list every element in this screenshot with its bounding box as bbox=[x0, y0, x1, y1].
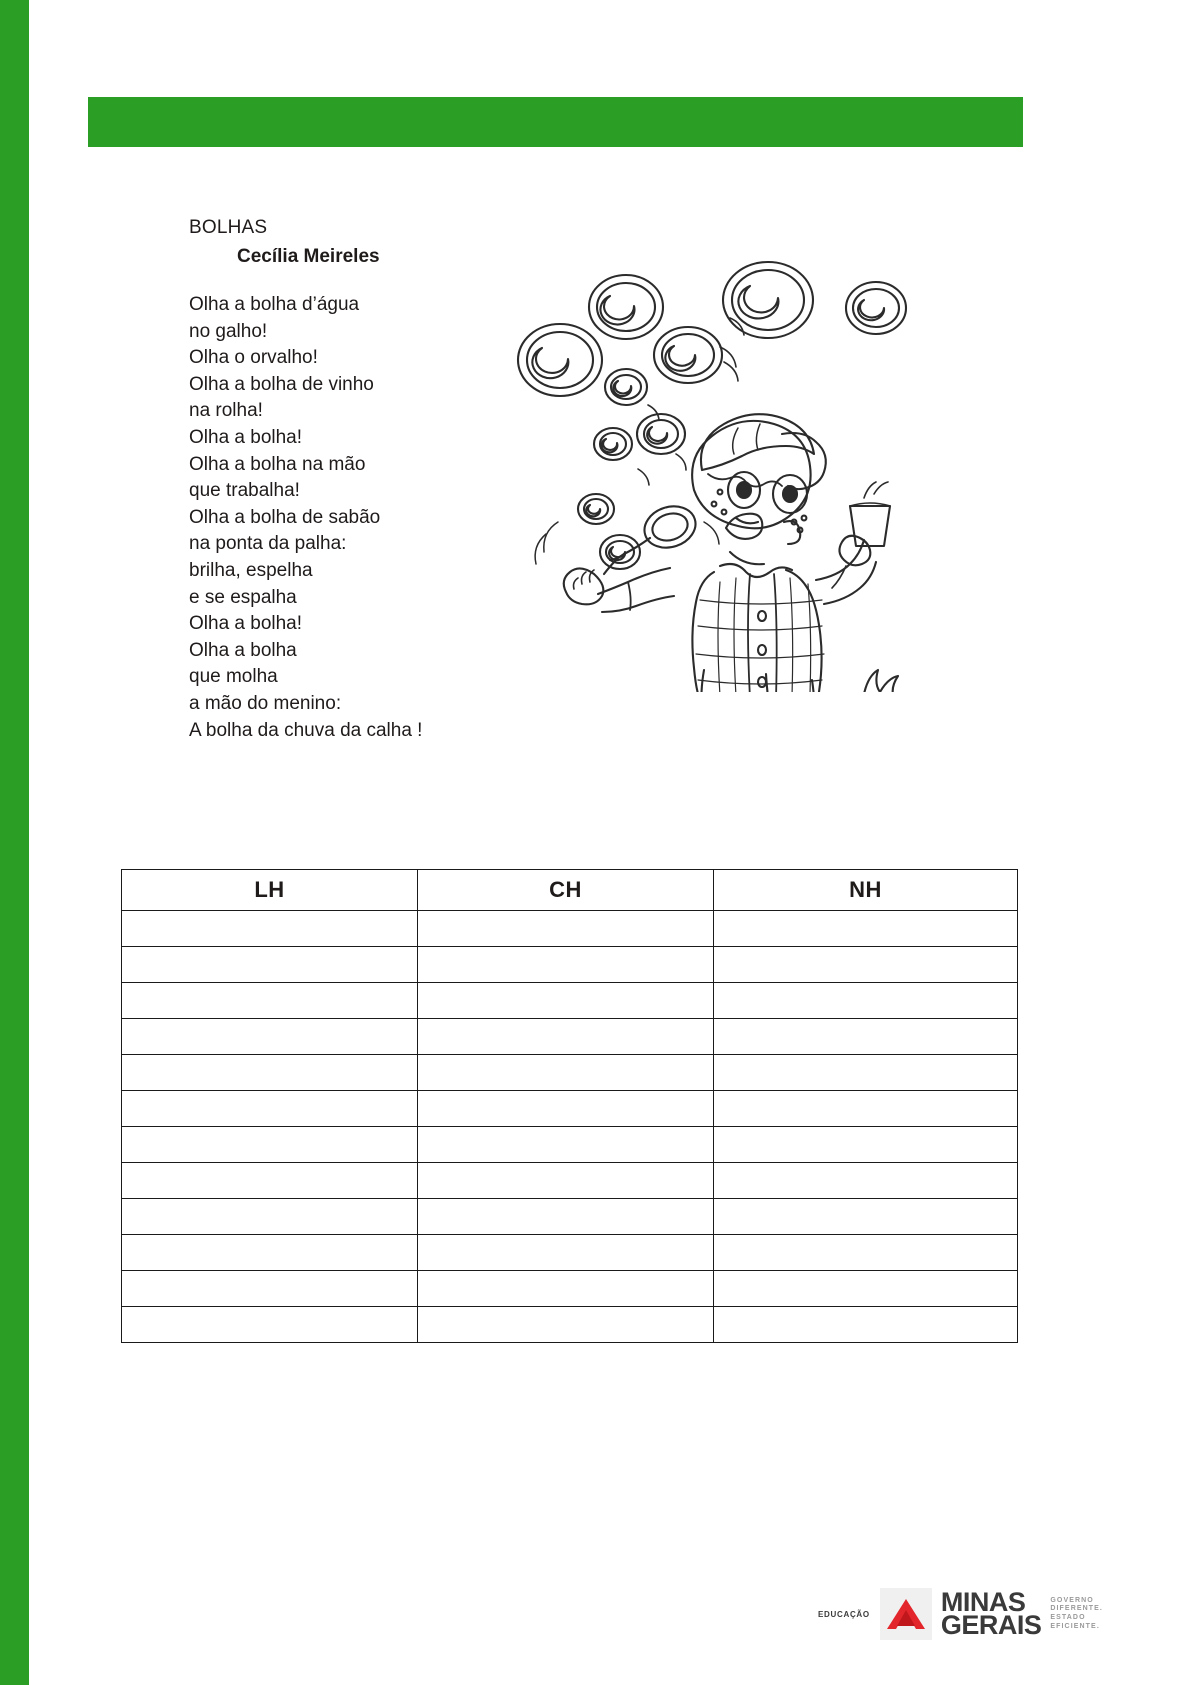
table-cell[interactable] bbox=[714, 1271, 1018, 1307]
table-cell[interactable] bbox=[714, 1199, 1018, 1235]
minas-gerais-triangle-icon bbox=[880, 1588, 932, 1640]
table-header-row bbox=[122, 870, 1018, 911]
poem-line: na ponta da palha: bbox=[189, 533, 347, 555]
table-cell[interactable] bbox=[714, 1091, 1018, 1127]
table-cell[interactable] bbox=[714, 1127, 1018, 1163]
table-cell[interactable] bbox=[122, 983, 418, 1019]
table-cell[interactable] bbox=[122, 1163, 418, 1199]
poem-title: BOLHAS bbox=[189, 217, 268, 238]
table-cell[interactable] bbox=[418, 1271, 714, 1307]
table-cell[interactable] bbox=[714, 1055, 1018, 1091]
poem-line: na rolha! bbox=[189, 400, 263, 422]
poem-author: Cecília Meireles bbox=[237, 246, 380, 267]
table-cell[interactable] bbox=[122, 1271, 418, 1307]
table-row bbox=[122, 1163, 1018, 1199]
poem-line: Olha a bolha na mão bbox=[189, 453, 366, 475]
bubble-boy-illustration bbox=[498, 222, 918, 692]
table-cell[interactable] bbox=[418, 1091, 714, 1127]
footer-logo-group bbox=[818, 1588, 1103, 1640]
table-cell[interactable] bbox=[122, 1055, 418, 1091]
poem-line: Olha a bolha d’água bbox=[189, 294, 360, 315]
table-cell[interactable] bbox=[714, 983, 1018, 1019]
header-green-bar bbox=[88, 97, 1023, 147]
table-cell[interactable] bbox=[122, 1307, 418, 1343]
left-green-stripe bbox=[0, 0, 29, 1685]
minas-gerais-wordmark bbox=[940, 1586, 1042, 1640]
poem-line: Olha a bolha! bbox=[189, 613, 303, 635]
tagline-line: DIFERENTE. bbox=[1050, 1605, 1103, 1613]
footer-tagline bbox=[1050, 1597, 1103, 1632]
poem-line: A bolha da chuva da calha ! bbox=[189, 719, 423, 741]
table-row bbox=[122, 1199, 1018, 1235]
poem-line: Olha a bolha! bbox=[189, 426, 303, 448]
table-cell[interactable] bbox=[714, 947, 1018, 983]
wordmark-line-minas: MINAS bbox=[940, 1586, 1026, 1617]
poem-line: que molha bbox=[189, 666, 278, 688]
footer-educacao-label: EDUCAÇÃO bbox=[818, 1609, 870, 1619]
tagline-line: ESTADO bbox=[1050, 1614, 1086, 1621]
table-row bbox=[122, 947, 1018, 983]
table-cell[interactable] bbox=[714, 1019, 1018, 1055]
poem-line: Olha o orvalho! bbox=[189, 347, 318, 369]
table-row bbox=[122, 1019, 1018, 1055]
table-row bbox=[122, 1127, 1018, 1163]
table-cell[interactable] bbox=[418, 1235, 714, 1271]
poem-lines bbox=[189, 292, 519, 744]
table-cell[interactable] bbox=[714, 1307, 1018, 1343]
table-row bbox=[122, 1091, 1018, 1127]
table-cell[interactable] bbox=[418, 1019, 714, 1055]
table-cell[interactable] bbox=[714, 1235, 1018, 1271]
tagline-line: GOVERNO bbox=[1050, 1596, 1094, 1604]
digraph-practice-table bbox=[121, 869, 1017, 1343]
table-row bbox=[122, 1307, 1018, 1343]
table-cell[interactable] bbox=[418, 947, 714, 983]
table-cell[interactable] bbox=[418, 1127, 714, 1163]
table-cell[interactable] bbox=[418, 1199, 714, 1235]
table-row bbox=[122, 911, 1018, 947]
table-row bbox=[122, 983, 1018, 1019]
poem-line: que trabalha! bbox=[189, 480, 300, 502]
table-cell[interactable] bbox=[418, 1055, 714, 1091]
poem-line: e se espalha bbox=[189, 586, 297, 608]
table-cell[interactable] bbox=[122, 947, 418, 983]
column-header-nh: NH bbox=[714, 870, 1018, 911]
poem-line: no galho! bbox=[189, 320, 268, 342]
table-cell[interactable] bbox=[122, 1127, 418, 1163]
table-cell[interactable] bbox=[714, 1163, 1018, 1199]
column-header-ch: CH bbox=[418, 870, 714, 911]
table-cell[interactable] bbox=[122, 1019, 418, 1055]
table-row bbox=[122, 1235, 1018, 1271]
table-cell[interactable] bbox=[418, 1163, 714, 1199]
poem-block bbox=[189, 218, 519, 744]
poem-line: Olha a bolha de vinho bbox=[189, 373, 374, 395]
poem-line: brilha, espelha bbox=[189, 559, 313, 581]
poem-line: a mão do menino: bbox=[189, 692, 342, 714]
table-row bbox=[122, 1055, 1018, 1091]
poem-line: Olha a bolha de sabão bbox=[189, 506, 381, 528]
poem-line: Olha a bolha bbox=[189, 639, 297, 661]
tagline-line: EFICIENTE. bbox=[1050, 1622, 1100, 1630]
table-cell[interactable] bbox=[122, 1199, 418, 1235]
table-cell[interactable] bbox=[714, 911, 1018, 947]
table-cell[interactable] bbox=[418, 1307, 714, 1343]
table-cell[interactable] bbox=[122, 1235, 418, 1271]
column-header-lh: LH bbox=[122, 870, 418, 911]
table-body bbox=[122, 911, 1018, 1343]
table-cell[interactable] bbox=[122, 911, 418, 947]
table-cell[interactable] bbox=[122, 1091, 418, 1127]
table-cell[interactable] bbox=[418, 983, 714, 1019]
table-cell[interactable] bbox=[418, 911, 714, 947]
wordmark-line-gerais: GERAIS bbox=[940, 1610, 1042, 1640]
table-row bbox=[122, 1271, 1018, 1307]
